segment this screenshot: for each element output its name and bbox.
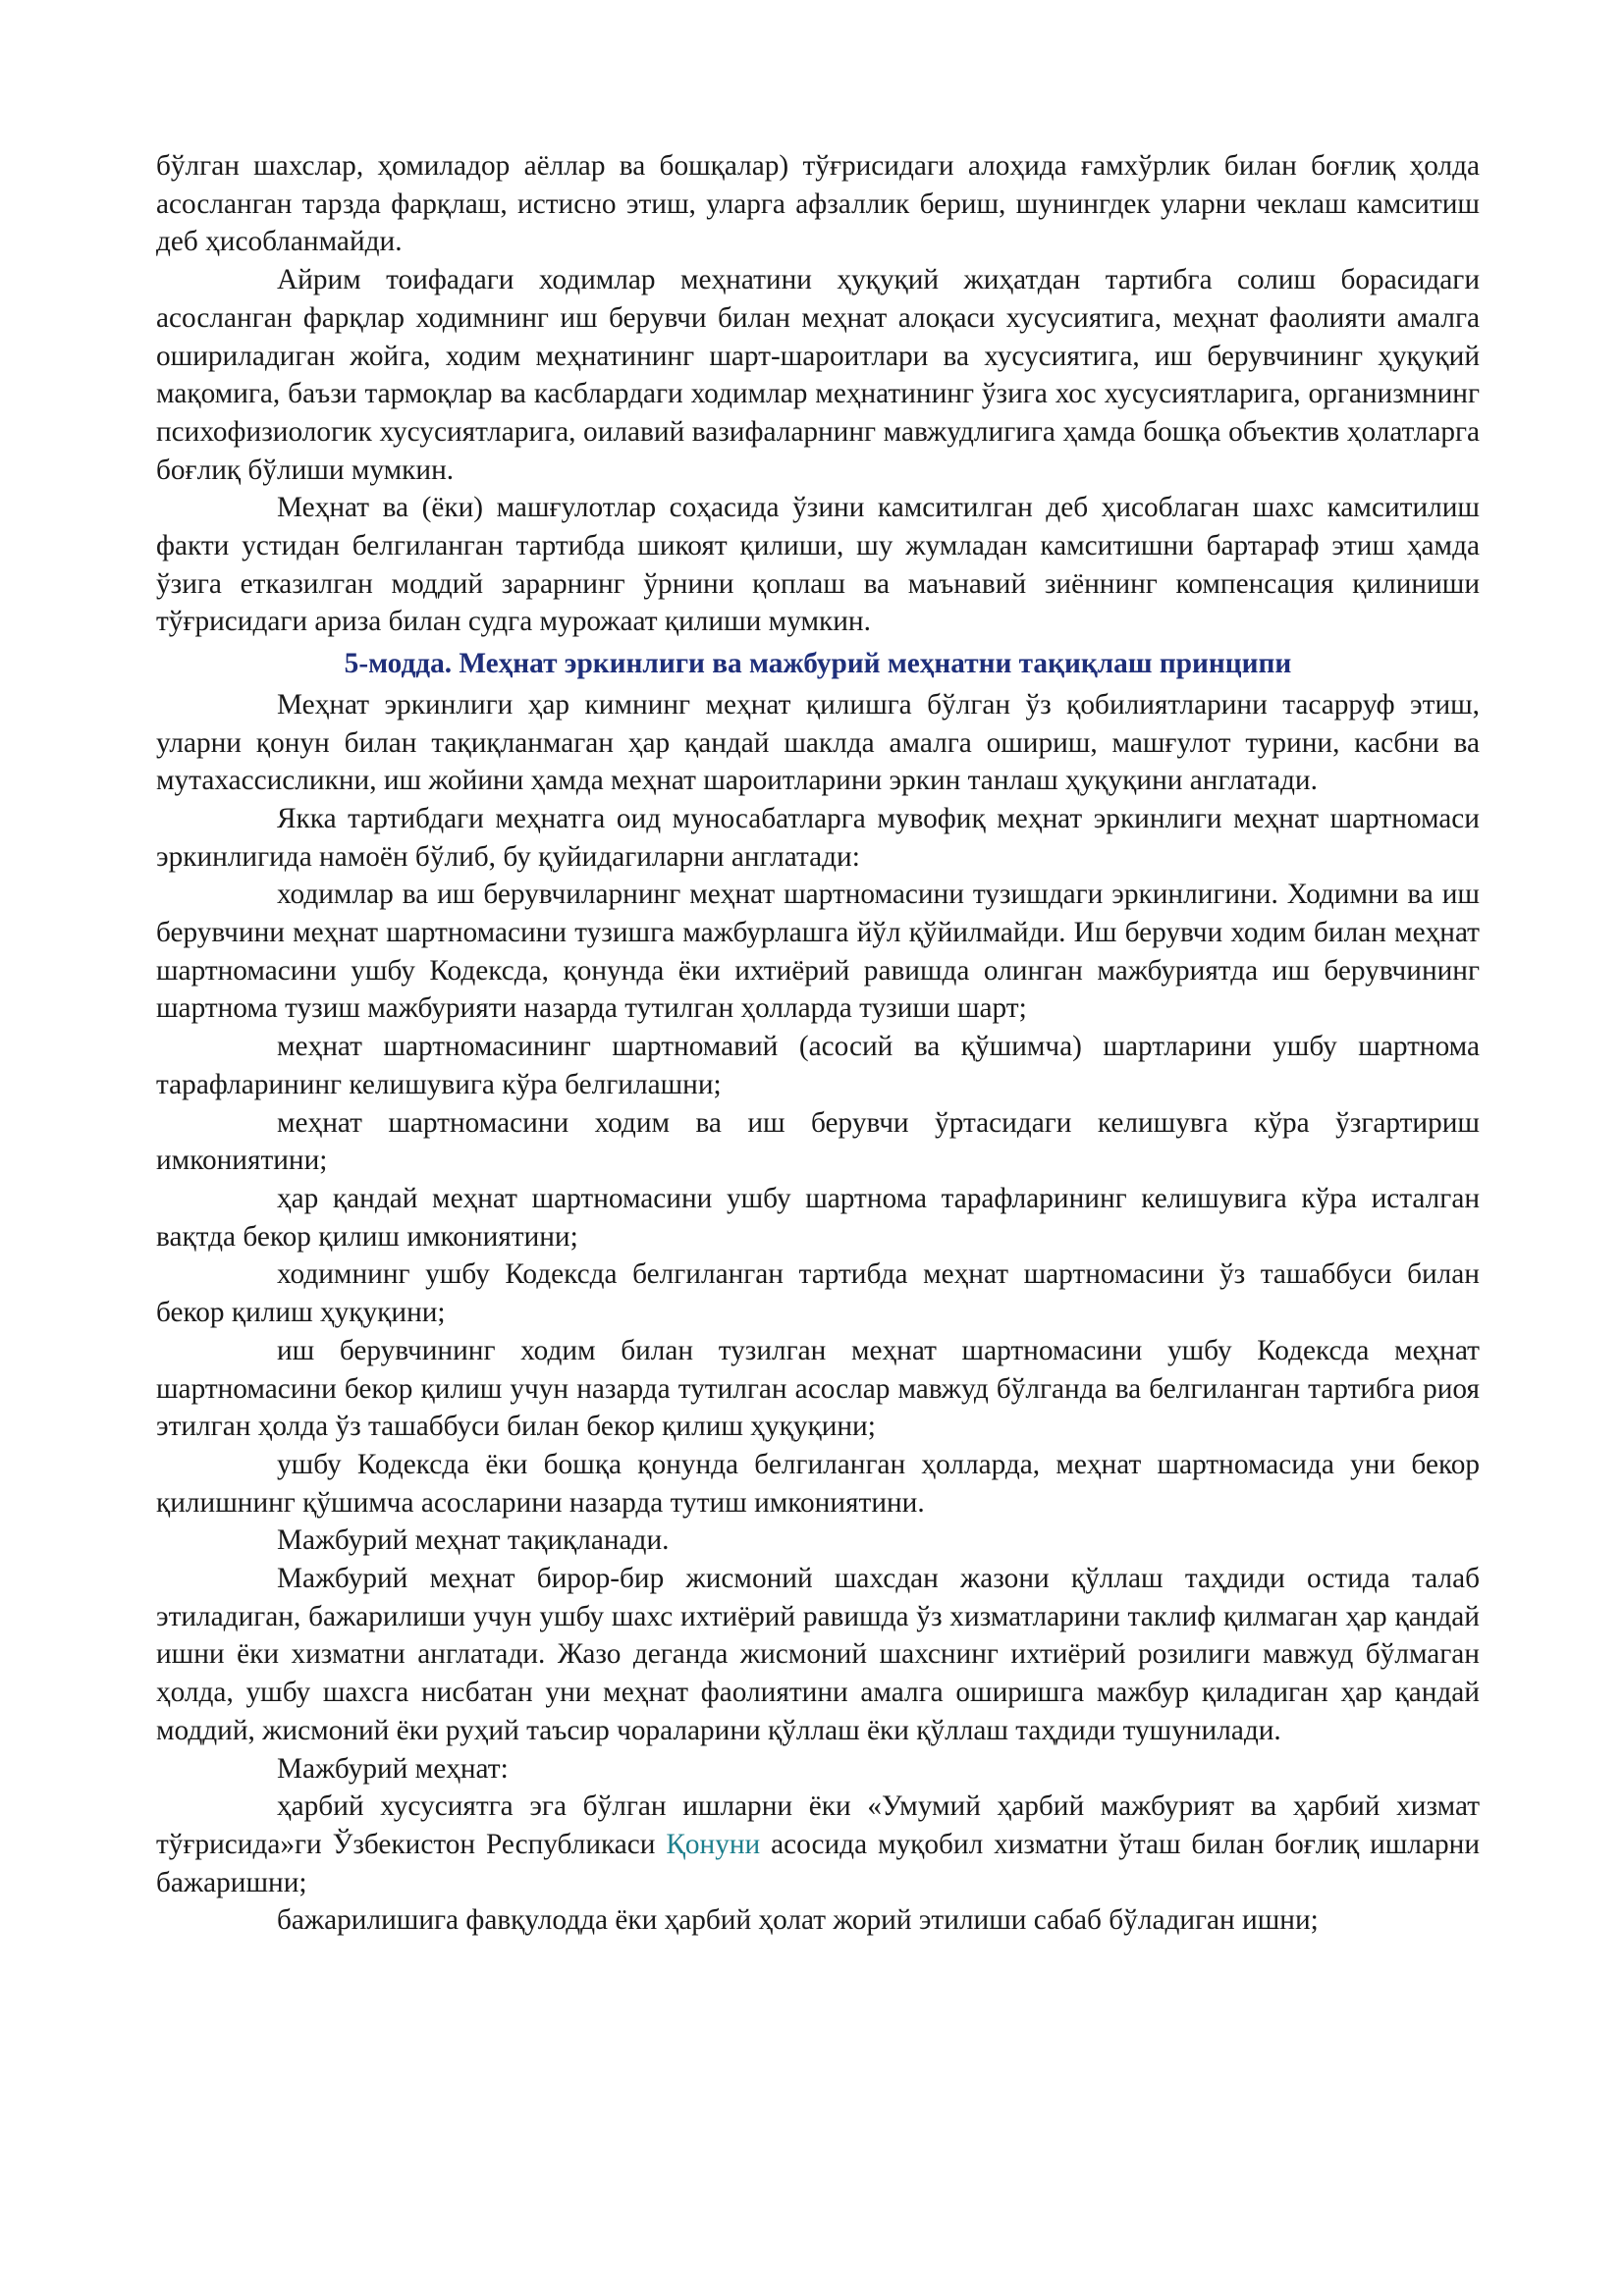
- paragraph: Айрим тоифадаги ходимлар меҳнатини ҳуқуқий жиҳатдан тартибга солиш борасидаги асосланган фарқлар ходимнинг иш берувчи билан меҳнат алоқаси хусусиятига, меҳнат фаолияти амалга ошириладиган жойга, ходим меҳнатининг шарт-шароитлари ва хусусиятига, иш берувчининг ҳуқуқий мақомига, баъзи тармоқлар ва касблардаги ходимлар меҳнатининг ўзига хос хусусиятларига, организмнинг психофизиологик хусусиятларига, оилавий вазифаларнинг мавжудлигига ҳамда бошқа объектив ҳолатларга боғлиқ бўлиши мумкин.: [156, 264, 1480, 486]
- paragraph: Мажбурий меҳнат бирор-бир жисмоний шахсдан жазони қўллаш таҳдиди остида талаб этиладиган, бажарилиши учун ушбу шахс ихтиёрий равишда ўз хизматларини таклиф қилмаган ҳар қандай ишни ёки хизматни англатади. Жазо деганда жисмоний шахснинг ихтиёрий розилиги мавжуд бўлмаган ҳолда, ушбу шахсга нисбатан уни меҳнат фаолиятини амалга оширишга мажбур қиладиган ҳар қандай моддий, жисмоний ёки руҳий таъсир чораларини қўллаш ёки қўллаш таҳдиди тушунилади.: [156, 1563, 1480, 1746]
- article-heading: 5-модда. Меҳнат эркинлиги ва мажбурий меҳнатни тақиқлаш принципи: [344, 648, 1292, 680]
- paragraph: Меҳнат ва (ёки) машғулотлар соҳасида ўзини камситилган деб ҳисоблаган шахс камситилиш факти устидан белгиланган тартибда шикоят қилиши, шу жумладан камситишни бартараф этиш ҳамда ўзига етказилган моддий зарарнинг ўрнини қоплаш ва маънавий зиённинг компенсация қилиниши тўғрисидаги ариза билан судга мурожаат қилиши мумкин.: [156, 492, 1480, 638]
- paragraph: бўлган шахслар, ҳомиладор аёллар ва бошқалар) тўғрисидаги алоҳида ғамхўрлик билан боғлиқ ҳолда асосланган тарзда фарқлаш, истисно этиш, уларга афзаллик бериш, шунингдек уларни чеклаш камситиш деб ҳисобланмайди.: [156, 150, 1480, 258]
- list-item-military: [156, 1788, 1480, 1901]
- law-link[interactable]: Қонуни: [666, 1828, 761, 1860]
- list-item: иш берувчининг ходим билан тузилган меҳнат шартномасини ушбу Кодексда меҳнат шартномасини бекор қилиш учун назарда тутилган асослар мавжуд бўлганда ва белгиланган тартибга риоя этилган ҳолда ўз ташаббуси билан бекор қилиш ҳуқуқини;: [156, 1334, 1480, 1443]
- document-page: [156, 147, 1480, 1940]
- paragraph: Мажбурий меҳнат тақиқланади.: [277, 1524, 670, 1557]
- list-item: ҳар қандай меҳнат шартномасини ушбу шартнома тарафларининг келишувига кўра исталган вақтда бекор қилиш имкониятини;: [156, 1182, 1480, 1253]
- paragraph: Мажбурий меҳнат:: [277, 1752, 509, 1785]
- list-item: меҳнат шартномасининг шартномавий (асосий ва қўшимча) шартларини ушбу шартнома тарафларининг келишувига кўра белгилашни;: [156, 1031, 1480, 1100]
- list-item: меҳнат шартномасини ходим ва иш берувчи ўртасидаги келишувга кўра ўзгартириш имкониятини;: [156, 1106, 1480, 1177]
- paragraph: Меҳнат эркинлиги ҳар кимнинг меҳнат қилишга бўлган ўз қобилиятларини тасарруф этиш, уларни қонун билан тақиқланмаган ҳар қандай шаклда амалга ошириш, машғулот турини, касбни ва мутахассисликни, иш жойини ҳамда меҳнат шароитларини эркин танлаш ҳуқуқини англатади.: [156, 688, 1480, 797]
- list-item: ходимнинг ушбу Кодексда белгиланган тартибда меҳнат шартномасини ўз ташаббуси билан бекор қилиш ҳуқуқини;: [156, 1258, 1480, 1329]
- list-item: ходимлар ва иш берувчиларнинг меҳнат шартномасини тузишдаги эркинлигини. Ходимни ва иш берувчини меҳнат шартномасини тузишга мажбурлашга йўл қўйилмайди. Иш берувчи ходим билан меҳнат шартномасини ушбу Кодексда, қонунда ёки ихтиёрий равишда олинган мажбуриятда иш берувчининг шартнома тузиш мажбурияти назарда тутилган ҳолларда тузиши шарт;: [156, 879, 1480, 1025]
- paragraph: Якка тартибдаги меҳнатга оид муносабатларга мувофиқ меҳнат эркинлиги меҳнат шартномаси эркинлигида намоён бўлиб, бу қуйидагиларни англатади:: [156, 802, 1480, 873]
- list-item: ушбу Кодексда ёки бошқа қонунда белгиланган ҳолларда, меҳнат шартномасида уни бекор қилишнинг қўшимча асосларини назарда тутиш имкониятини.: [156, 1448, 1480, 1519]
- paragraph-text: ҳарбий хусусиятга эга бўлган ишларни ёки «Умумий ҳарбий мажбурият ва ҳарбий хизмат тўғрисида»ги Ўзбекистон Республикаси: [156, 1790, 1480, 1860]
- list-item: бажарилишига фавқулодда ёки ҳарбий ҳолат жорий этилиши сабаб бўладиган ишни;: [277, 1904, 1319, 1937]
- paragraph-text: асосида муқобил хизматни ўташ билан боғлиқ ишларни бажаришни;: [156, 1828, 1480, 1898]
